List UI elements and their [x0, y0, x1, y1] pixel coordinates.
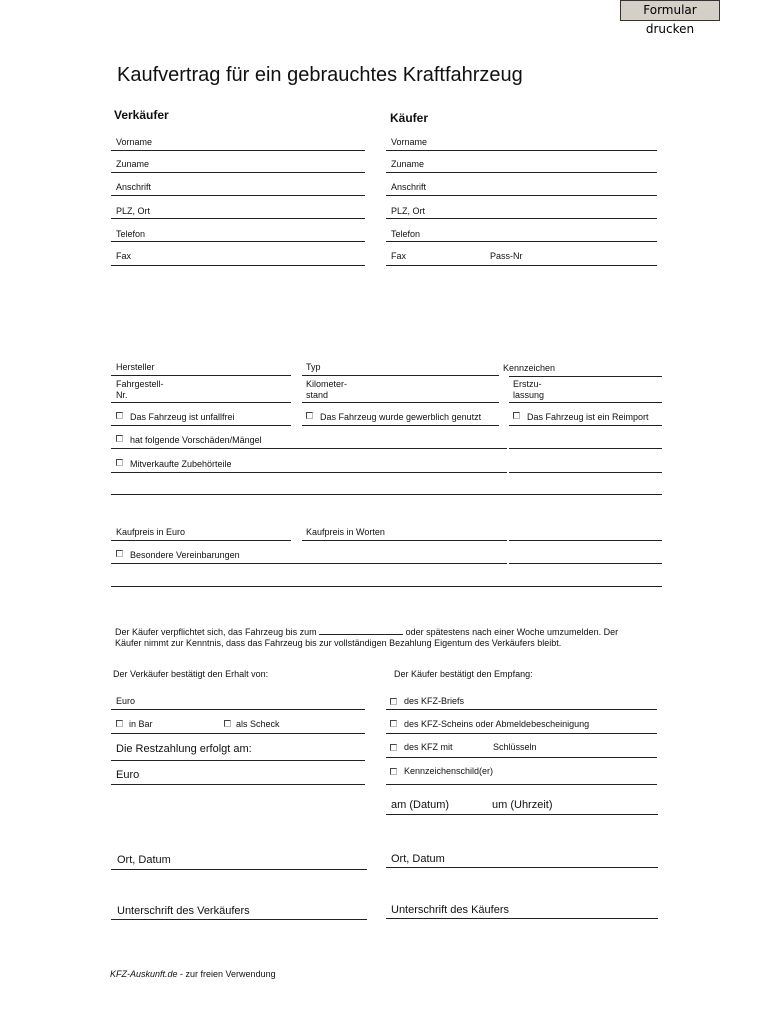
- kennzeichenschild-field[interactable]: [386, 784, 657, 785]
- seller-plz-field[interactable]: [111, 218, 365, 219]
- reimport-checkbox[interactable]: [513, 412, 520, 419]
- buyer-telefon-field[interactable]: [386, 241, 657, 242]
- divider: [111, 733, 365, 734]
- vereinbarungen-field-2[interactable]: [111, 586, 662, 587]
- buyer-fax-field[interactable]: [386, 265, 657, 266]
- schluessel-label: Schlüsseln: [493, 742, 537, 752]
- seller-confirm-heading: Der Verkäufer bestätigt den Erhalt von:: [113, 669, 269, 679]
- buyer-signature-label: Unterschrift des Käufers: [391, 904, 509, 916]
- fahrgestell-label: Fahrgestell- Nr.: [116, 379, 164, 400]
- gewerblich-checkbox[interactable]: [306, 412, 313, 419]
- buyer-pass-label: Pass-Nr: [490, 251, 523, 261]
- divider: [302, 425, 499, 426]
- rest-euro-field[interactable]: [111, 784, 365, 785]
- unfallfrei-label: Das Fahrzeug ist unfallfrei: [130, 412, 235, 422]
- vereinbarungen-field[interactable]: [111, 563, 507, 564]
- restzahlung-field[interactable]: [111, 760, 365, 761]
- kilometer-field[interactable]: [302, 402, 499, 403]
- erstzulassung-field[interactable]: [509, 402, 662, 403]
- zubehoer-field-end[interactable]: [509, 472, 662, 473]
- vereinbarungen-field-end[interactable]: [509, 563, 662, 564]
- erhalt-euro-field[interactable]: [111, 709, 365, 710]
- kennzeichen-label: Kennzeichen: [503, 363, 556, 373]
- divider: [111, 425, 291, 426]
- buyer-anschrift-label: Anschrift: [391, 182, 427, 192]
- seller-zuname-label: Zuname: [116, 159, 150, 169]
- empfang-uhrzeit-label: um (Uhrzeit): [492, 799, 553, 811]
- vereinbarungen-label: Besondere Vereinbarungen: [130, 550, 240, 560]
- gewerblich-label: Das Fahrzeug wurde gewerblich genutzt: [320, 412, 482, 422]
- kaufpreis-euro-label: Kaufpreis in Euro: [116, 527, 186, 537]
- restzahlung-label: Die Restzahlung erfolgt am:: [116, 743, 252, 755]
- zubehoer-label: Mitverkaufte Zubehörteile: [130, 459, 232, 469]
- unfallfrei-checkbox[interactable]: [116, 412, 123, 419]
- divider: [386, 709, 657, 710]
- zubehoer-field[interactable]: [111, 472, 507, 473]
- erhalt-euro-label: Euro: [116, 696, 136, 706]
- ort-datum-seller-label: Ort, Datum: [117, 854, 171, 866]
- vereinbarungen-checkbox[interactable]: [116, 550, 123, 557]
- seller-fax-field[interactable]: [111, 265, 365, 266]
- kfz-schein-checkbox[interactable]: [390, 720, 397, 727]
- kfz-mit-label: des KFZ mit: [404, 742, 453, 752]
- seller-plz-label: PLZ, Ort: [116, 206, 151, 216]
- buyer-confirm-heading: Der Käufer bestätigt den Empfang:: [394, 669, 533, 679]
- kaufpreis-euro-field[interactable]: [111, 540, 291, 541]
- hersteller-label: Hersteller: [116, 362, 155, 372]
- kaufpreis-worte-field[interactable]: [302, 540, 507, 541]
- bar-checkbox[interactable]: [116, 720, 123, 727]
- bar-label: in Bar: [129, 719, 153, 729]
- seller-fax-label: Fax: [116, 251, 132, 261]
- seller-vorname-label: Vorname: [116, 137, 153, 147]
- kaufpreis-worte-field-end[interactable]: [509, 540, 662, 541]
- kfz-brief-checkbox[interactable]: [390, 698, 397, 705]
- seller-anschrift-label: Anschrift: [116, 182, 152, 192]
- typ-field[interactable]: [302, 375, 499, 376]
- ort-datum-seller-field[interactable]: [111, 869, 367, 870]
- scheck-label: als Scheck: [236, 719, 280, 729]
- kennzeichenschild-label: Kennzeichenschild(er): [404, 766, 494, 776]
- kfz-brief-label: des KFZ-Briefs: [404, 696, 465, 706]
- seller-signature-label: Unterschrift des Verkäufers: [117, 905, 250, 917]
- buyer-vorname-label: Vorname: [391, 137, 428, 147]
- vorschaeden-label: hat folgende Vorschäden/Mängel: [130, 435, 262, 445]
- seller-telefon-field[interactable]: [111, 241, 365, 242]
- buyer-signature-field[interactable]: [386, 918, 658, 919]
- ort-datum-buyer-field[interactable]: [386, 867, 658, 868]
- zubehoer-checkbox[interactable]: [116, 459, 123, 466]
- kennzeichen-field[interactable]: [509, 376, 662, 377]
- kfz-schein-label: des KFZ-Scheins oder Abmeldebescheinigung: [404, 719, 590, 729]
- seller-signature-field[interactable]: [111, 919, 367, 920]
- seller-zuname-field[interactable]: [111, 172, 365, 173]
- vorschaeden-field[interactable]: [111, 448, 507, 449]
- scheck-checkbox[interactable]: [224, 720, 231, 727]
- obligation-text: Der Käufer verpflichtet sich, das Fahrzeug bis zum oder spätestens nach einer Woche umzumelden. Der Käufer nimmt zur Kenntnis, dass das Fahrzeug bis zur vollständigen Bezahlung Eigentum des Verkäufers bleibt.: [115, 627, 619, 648]
- vorschaeden-field-end[interactable]: [509, 448, 662, 449]
- buyer-plz-field[interactable]: [386, 218, 657, 219]
- divider: [386, 733, 657, 734]
- reimport-label: Das Fahrzeug ist ein Reimport: [527, 412, 649, 422]
- seller-vorname-field[interactable]: [111, 150, 365, 151]
- kennzeichenschild-checkbox[interactable]: [390, 768, 397, 775]
- hersteller-field[interactable]: [111, 375, 291, 376]
- rest-euro-label: Euro: [116, 769, 140, 781]
- buyer-zuname-field[interactable]: [386, 172, 657, 173]
- seller-anschrift-field[interactable]: [111, 195, 365, 196]
- vorschaeden-checkbox[interactable]: [116, 435, 123, 442]
- erstzulassung-label: Erstzu- lassung: [513, 379, 545, 400]
- buyer-zuname-label: Zuname: [391, 159, 425, 169]
- buyer-telefon-label: Telefon: [391, 229, 421, 239]
- seller-telefon-label: Telefon: [116, 229, 146, 239]
- seller-heading: Verkäufer: [114, 108, 169, 122]
- buyer-fax-label: Fax: [391, 251, 407, 261]
- buyer-anschrift-field[interactable]: [386, 195, 657, 196]
- buyer-vorname-field[interactable]: [386, 150, 657, 151]
- kfz-mit-checkbox[interactable]: [390, 744, 397, 751]
- fahrgestell-field[interactable]: [111, 402, 291, 403]
- document-title: Kaufvertrag für ein gebrauchtes Kraftfahrzeug: [117, 64, 523, 86]
- divider: [509, 425, 662, 426]
- buyer-heading: Käufer: [390, 111, 429, 125]
- kilometer-label: Kilometer- stand: [306, 379, 348, 400]
- ort-datum-buyer-label: Ort, Datum: [391, 853, 445, 865]
- schluessel-field[interactable]: [386, 757, 657, 758]
- footer-note: KFZ-Auskunft.de - zur freien Verwendung: [110, 969, 276, 979]
- print-form-button[interactable]: Formular drucken: [620, 0, 720, 21]
- empfang-datum-label: am (Datum): [391, 799, 450, 811]
- typ-label: Typ: [306, 362, 321, 372]
- empfang-datum-field[interactable]: [386, 814, 658, 815]
- zubehoer-field-2[interactable]: [111, 494, 662, 495]
- ummelde-datum-field[interactable]: [319, 626, 403, 635]
- kaufpreis-worte-label: Kaufpreis in Worten: [306, 527, 385, 537]
- buyer-plz-label: PLZ, Ort: [391, 206, 426, 216]
